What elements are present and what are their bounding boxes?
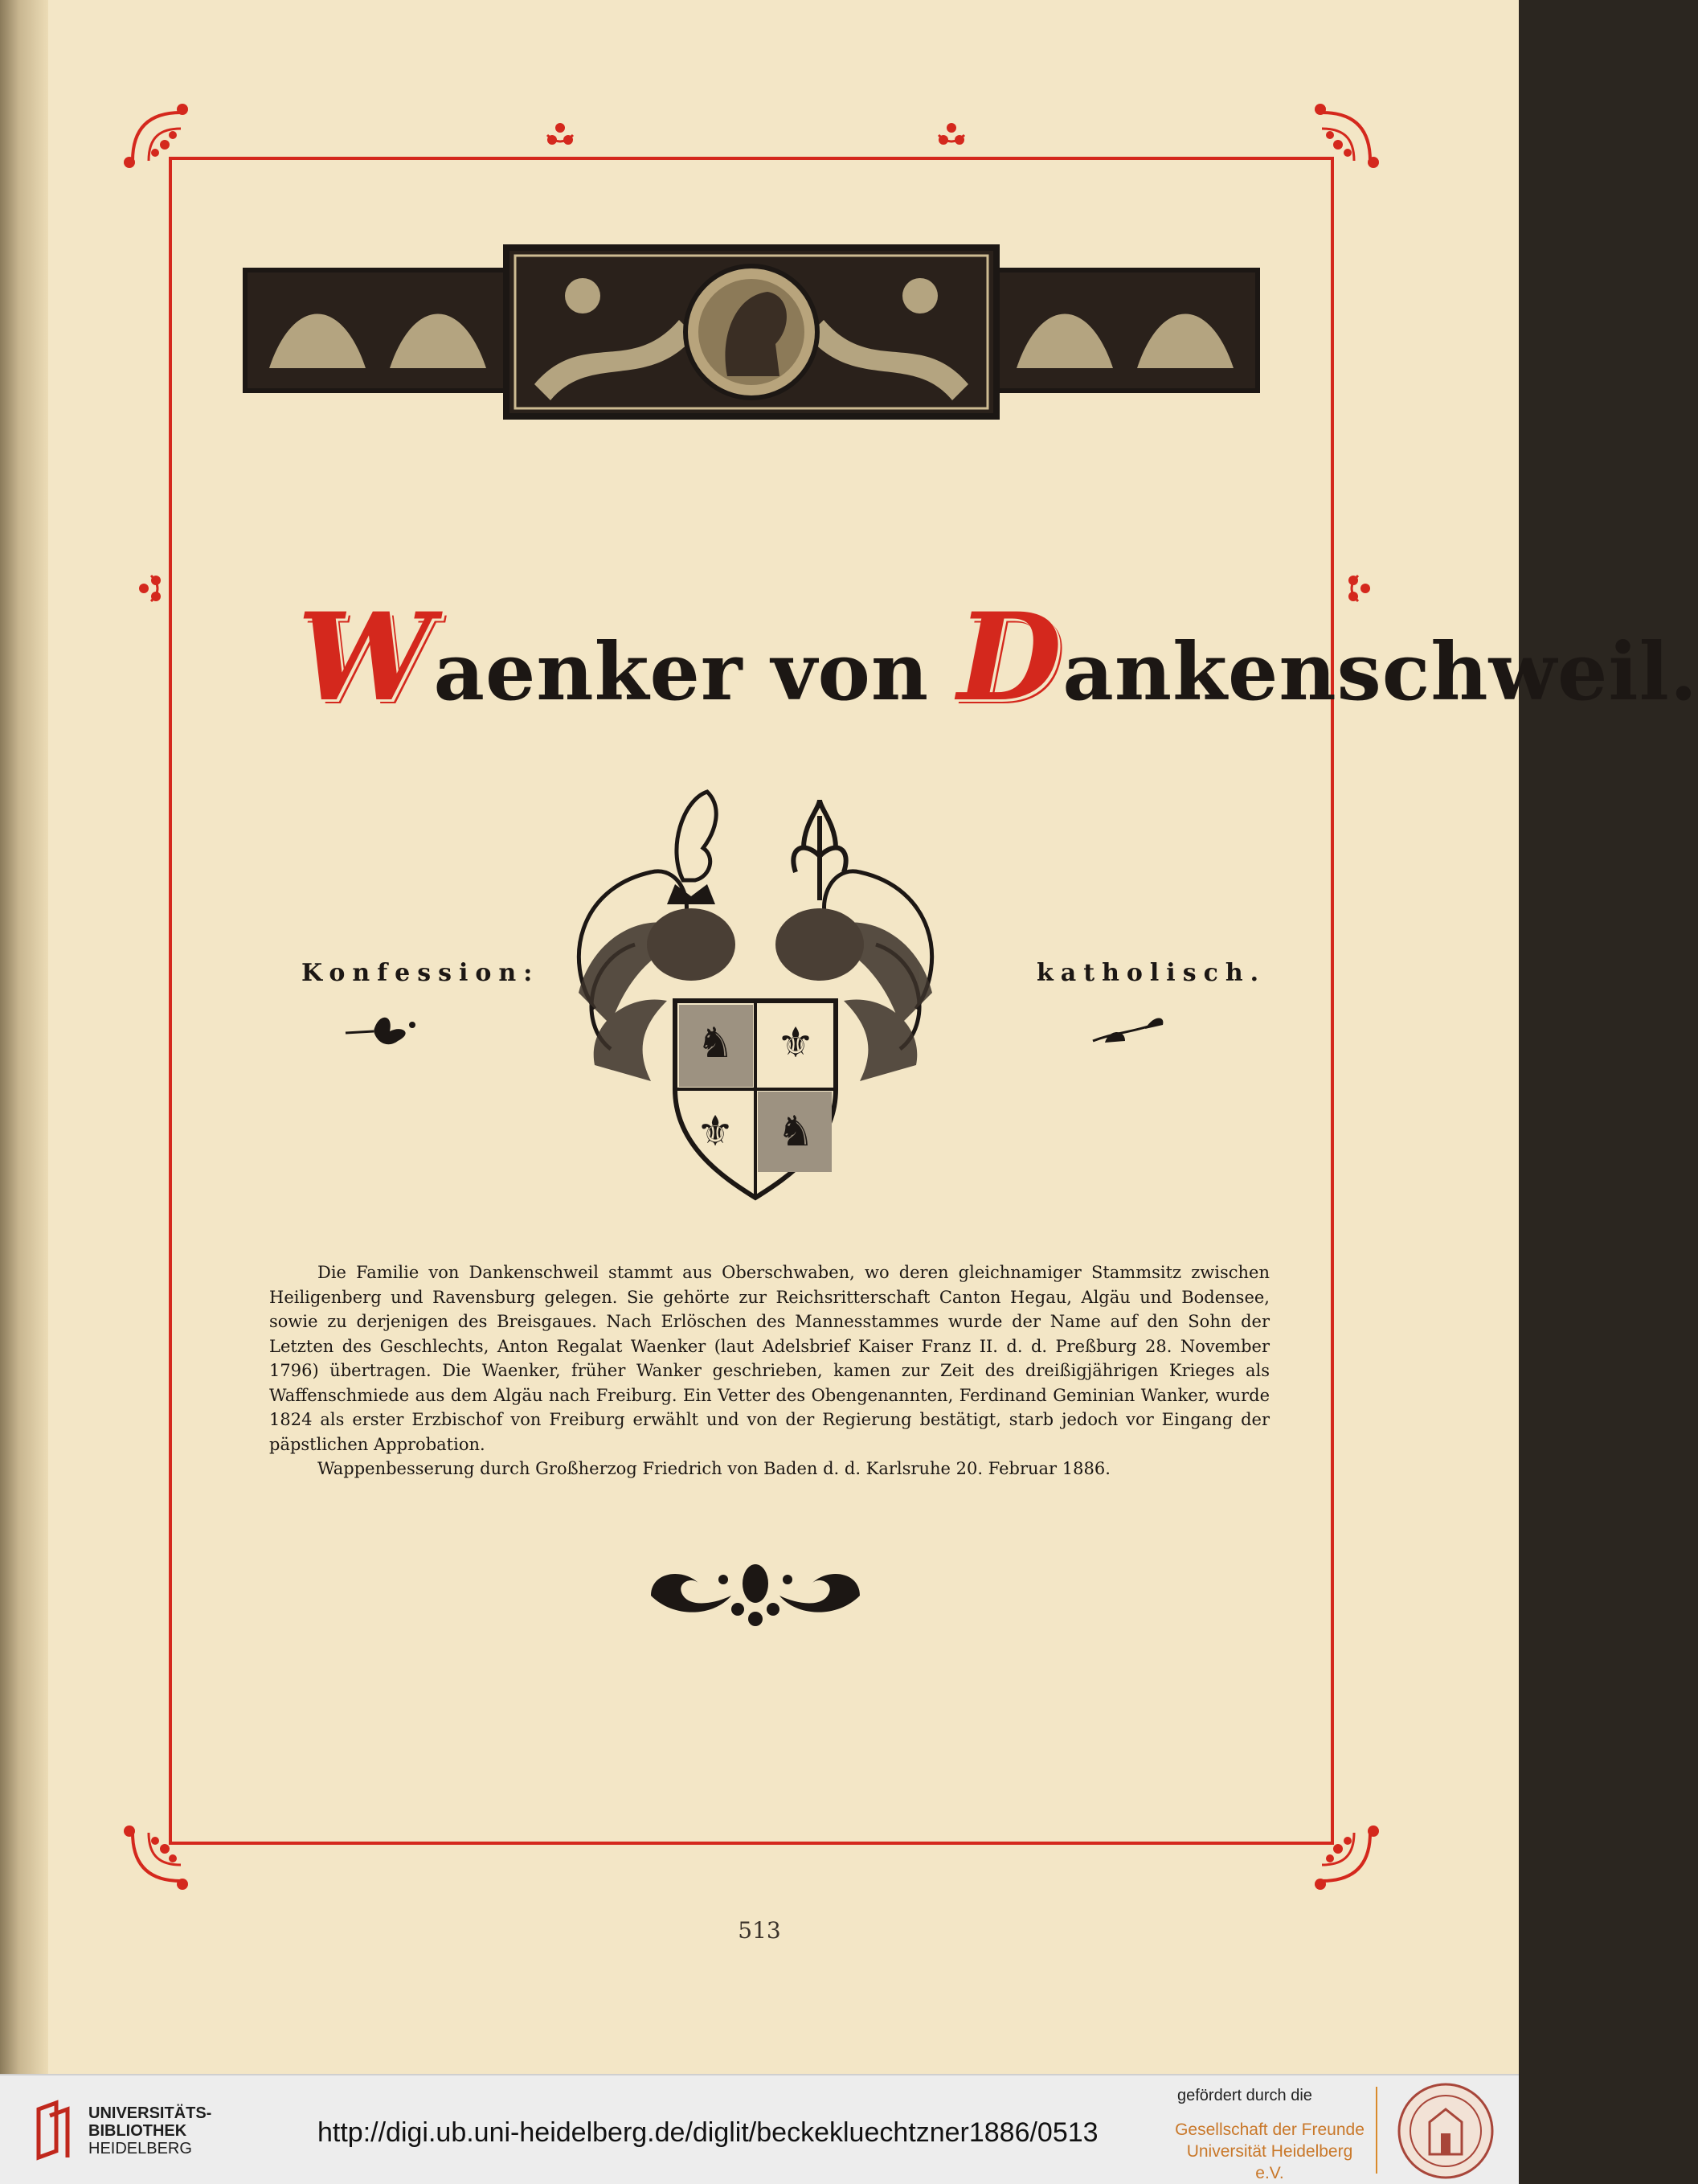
sponsor-lead-text: gefördert durch die <box>1177 2087 1312 2104</box>
library-name-line2: BIBLIOTHEK <box>88 2122 187 2140</box>
sponsor-line2: Universität Heidelberg e.V. <box>1186 2142 1353 2182</box>
svg-text:⚜: ⚜ <box>696 1108 734 1156</box>
trefoil-ornament-icon <box>1339 571 1374 606</box>
ornamental-header-banner <box>245 248 1258 416</box>
page-number: 513 <box>738 1917 781 1944</box>
body-text <box>269 1260 1270 1481</box>
library-logo-icon <box>32 2101 80 2159</box>
university-seal-icon <box>1397 2082 1495 2180</box>
leaf-sprig-icon <box>1089 1009 1169 1049</box>
library-name-line1: UNIVERSITÄTS- <box>88 2104 212 2122</box>
leaf-sprig-icon <box>342 1009 422 1049</box>
tailpiece-ornament-icon <box>643 1559 868 1632</box>
sponsor-line1: Gesellschaft der Freunde <box>1175 2120 1365 2139</box>
corner-flourish-icon <box>121 100 209 189</box>
title-initial-w: W <box>297 587 434 728</box>
coat-of-arms-icon <box>563 784 948 1202</box>
page-title <box>297 587 1698 728</box>
svg-text:♞: ♞ <box>776 1108 815 1156</box>
corner-flourish-icon <box>121 1805 209 1893</box>
footer-bar <box>0 2074 1519 2184</box>
corner-flourish-icon <box>1294 100 1382 189</box>
trefoil-ornament-icon <box>934 119 969 154</box>
body-paragraph: Die Familie von Dankenschweil stammt aus Oberschwaben, wo deren gleichnamiger Stammsitz zwischen Heiligenberg und Ravensburg gelegen. Sie gehörte zur Reichsritterschaft Canton Hegau, Algäu und Bodensee, sowie zu derjenigen des Breisgaues. Nach Erlöschen des Mannesstammes wurde der Name auf den Sohn der Letzten des Geschlechts, Anton Regalat Waenker (laut Adelsbrief Kaiser Franz II. d. d. Preßburg 28. November 1796) übertragen. Die Waenker, früher Wanker geschrieben, kamen zur Zeit des dreißigjährigen Krieges als Waffenschmiede aus dem Algäu nach Freiburg. Ein Vetter des Obengenannten, Ferdinand Geminian Wanker, wurde 1824 als erster Erzbischof von Freiburg erwählt und von der Regierung bestätigt, starb jedoch vor Eingang der päpstlichen Approbation. <box>269 1263 1270 1454</box>
corner-flourish-icon <box>1294 1805 1382 1893</box>
trefoil-ornament-icon <box>135 571 170 606</box>
title-initial-d: D <box>957 587 1063 728</box>
sponsor-name <box>1173 2119 1366 2184</box>
title-text-1: aenker von <box>433 626 958 719</box>
library-name-line3: HEIDELBERG <box>88 2140 192 2157</box>
book-spine-shadow <box>0 0 48 2074</box>
confession-label: Konfession: <box>301 959 540 987</box>
trefoil-ornament-icon <box>542 119 578 154</box>
title-text-2: ankenschweil. <box>1062 626 1698 719</box>
permalink-url[interactable]: http://digi.ub.uni-heidelberg.de/diglit/beckekluechtzner1886/0513 <box>317 2117 1099 2148</box>
svg-text:⚜: ⚜ <box>776 1019 815 1067</box>
confession-value: katholisch. <box>1037 959 1266 987</box>
sponsor-divider <box>1376 2087 1377 2174</box>
library-name <box>88 2104 211 2157</box>
svg-text:♞: ♞ <box>696 1019 734 1067</box>
body-paragraph: Wappenbesserung durch Großherzog Friedrich von Baden d. d. Karlsruhe 20. Februar 1886. <box>317 1459 1111 1478</box>
